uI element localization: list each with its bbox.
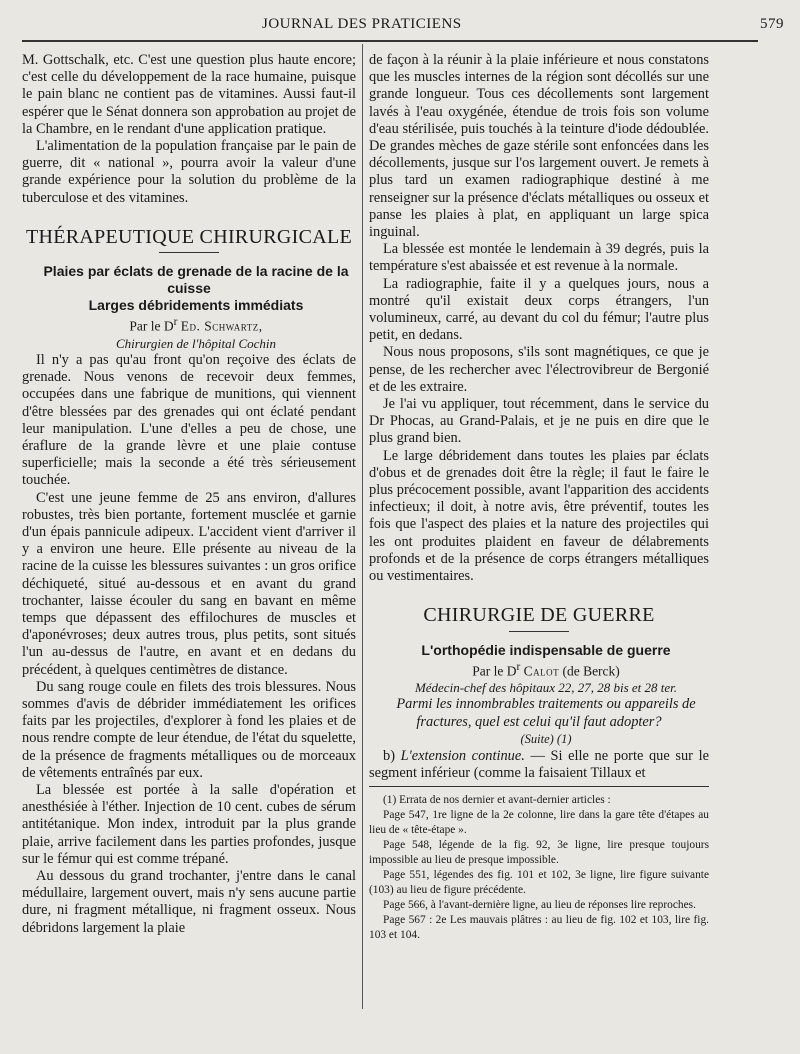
section-title: CHIRURGIE DE GUERRE — [423, 604, 655, 627]
paragraph: La blessée est portée à la salle d'opération et anesthésiée à l'éther. Injection de 10 cent. cubes de sérum antitétanique. Mon index, introduit par la plus grande plaie, arrive facilement dans les parties profondes, jusque sur le fémur qui est comme trépané. — [22, 782, 356, 867]
paragraph: Nous nous proposons, s'ils sont magnétiques, ce que je pense, de les rechercher avec l'électrovibreur de Bergonié et de les extraire. — [369, 344, 709, 395]
paragraph: La radiographie, faite il y a quelques jours, nous a montré qu'il existait deux corps étrangers, l'un volumineux, carré, au devant du col du fémur; l'autre plus petit, en dedans. — [369, 275, 709, 344]
byline: Par le $D^r$ Calot (de Berck) — [472, 660, 620, 678]
paragraph: Au dessous du grand trochanter, j'entre dans le canal médullaire, largement ouvert, mais n'y sens aucune partie dure, ni fragment métallique, ni fragment osseux. Nous débridons largement la plaie — [22, 868, 356, 936]
left-column — [22, 52, 356, 937]
journal-title: JOURNAL DES PRATICIENS — [262, 16, 462, 32]
column-divider — [362, 44, 363, 1009]
suite-label: (Suite) (1) — [520, 731, 572, 746]
paragraph: Du sang rouge coule en filets des trois blessures. Nous sommes d'avis de débrider immédiatement les orifices faits par les projectiles, d'explorer à fond les plaies et de nous rendre compte de leur étendue, de l'état du squelette, de la présence de fragments métalliques ou de morceaux de vêtements entraînés par eux. — [22, 678, 356, 781]
article-title: Plaies par éclats de grenade de la racine de la cuisse — [43, 263, 349, 297]
footnote: (1) Errata de nos dernier et avant-dernier articles : — [383, 794, 611, 807]
footnote: Page 551, légendes des fig. 101 et 102, 3e ligne, lire figure suivante (103) au lieu de figure précédente. — [369, 869, 709, 897]
author-affiliation: Médecin-chef des hôpitaux 22, 27, 28 bis et 28 ter. — [414, 680, 678, 696]
footnote: Page 566, à l'avant-dernière ligne, au lieu de réponses lire reproches. — [383, 899, 696, 912]
paragraph: La blessée est montée le lendemain à 39 degrés, puis la température s'est abaissée et est revenue à la normale. — [369, 241, 709, 275]
footnote: Page 548, légende de la fig. 92, 3e ligne, lire presque toujours impossible au lieu de presque impossible. — [369, 839, 709, 867]
author-name: Calot — [523, 663, 560, 678]
paragraph: de façon à la réunir à la plaie inférieure et nous constatons que les muscles internes de la région sont décollés sur une grande longueur. Tous ces décollements sont largement lavés à l'eau oxygénée, étendue de trois fois son volume d'eau stérilisée, puis touchés à la teinture d'iode dédoublée. De grandes mèches de gaze stérile sont enfoncées dans les décollements, jusque sur l'os largement ouvert. Je remets à plus tard un examen radiographique destiné à me renseigner sur la présence d'éclats métalliques ou osseux et panse les plaies à plat, en appliquant un large spica inguinal. — [369, 52, 709, 241]
footnote: Page 567 : 2e Les mauvais plâtres : au lieu de fig. 102 et 103, lire fig. 103 et 104. — [369, 914, 709, 942]
paragraph: Le large débridement dans toutes les plaies par éclats d'obus et de grenades doit être la règle; il faut le faire le plus précocement possible, avant l'apparition des accidents infectieux; il doit, à notre avis, être préventif, toutes les fois que l'aspect des plaies et la nature des projectiles qui les ont produites plaident en faveur de délabrements profonds et de la présence de corps étrangers métalliques ou vestimentaires. — [369, 447, 709, 585]
page-number: 579 — [760, 16, 784, 32]
paragraph: Il n'y a pas qu'au front qu'on reçoive des éclats de grenade. Nous venons de recevoir deux femmes, occupées dans une fabrique de munitions, qui viennent d'être blessées par des grenades qui ont éclaté pendant leur manipulation. L'une d'elles a peu de chose, une éraflure de la grande lèvre et une plaie contuse superficielle; mais la seconde a été très sérieusement touchée. — [22, 351, 356, 489]
paragraph: C'est une jeune femme de 25 ans environ, d'allures robustes, très bien portante, fortement musclée et garnie d'un épais pannicule adipeux. L'accident vient d'arriver il y a environ une heure. Elle présente au niveau de la racine de la cuisse les blessures suivantes : un gros orifice déchiqueté, situé au-dessous et en avant du grand trochanter, laisse écouler du sang en bavant en même temps que dépassent des effilochures de muscles et d'aponévroses; deux autres trous, plus petits, sont situés l'un au-dessus de l'autre, en avant et en dedans du précédent, à quelques centimètres de distance. — [22, 489, 356, 678]
article-question: Parmi les innombrables traitements ou appareils de fractures, quel est celui qu'il faut adopter? — [396, 696, 696, 730]
paragraph: Je l'ai vu appliquer, tout récemment, dans le service du Dr Phocas, au Grand-Palais, et je ne puis en dire que le plus grand bien. — [369, 396, 709, 447]
footnote: Page 547, 1re ligne de la 2e colonne, lire dans la gare tête d'étapes au lieu de « tête-étape ». — [369, 809, 709, 837]
author-name: Ed. Schwartz, — [180, 318, 263, 334]
section-title: THÉRAPEUTIQUE CHIRURGICALE — [25, 225, 353, 248]
paragraph: M. Gottschalk, etc. C'est une question plus haute encore; c'est celle du développement de la race humaine, puisque le pain blanc ne contient pas de vitamines. Aussi faut-il espérer que le Sénat donnera son approbation au projet de la Chambre, en le rendant d'une application pratique. — [22, 52, 356, 137]
section-rule — [159, 252, 219, 253]
paragraph: L'alimentation de la population française par le pain de guerre, dit « national », pourra avoir la valeur d'une grande expérience pour la solution du problème de la tuberculose et des vitamines. — [22, 138, 356, 206]
byline: Par le $D^r$ Ed. Schwartz, — [129, 316, 263, 334]
running-head — [0, 14, 800, 38]
header-rule — [22, 40, 758, 42]
article-title: L'orthopédie indispensable de guerre — [421, 641, 671, 658]
section-rule — [509, 631, 569, 632]
footnotes — [369, 793, 709, 943]
right-column — [369, 52, 709, 943]
footnote-rule — [369, 786, 709, 787]
article-subtitle: Larges débridements immédiats — [88, 297, 304, 314]
author-affiliation: Chirurgien de l'hôpital Cochin — [115, 335, 277, 351]
paragraph: b) L'extension continue. — Si elle ne porte que sur le segment inférieur (comme la faisaient Tillaux et — [369, 748, 709, 782]
